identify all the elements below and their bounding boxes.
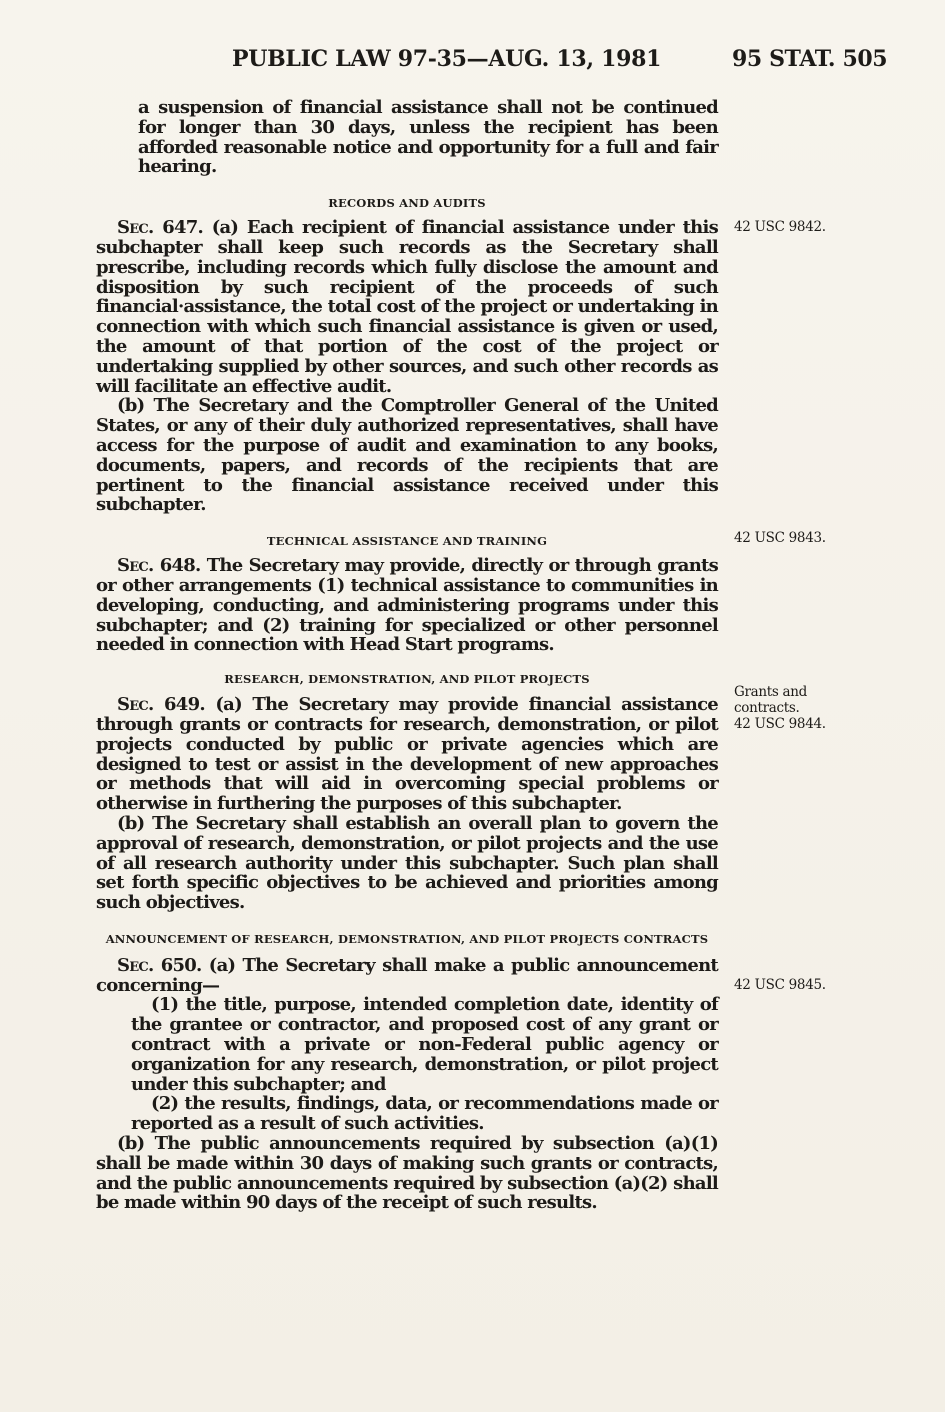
sec-650-item-1: (1) the title, purpose, intended completion date, identity of the grantee or contractor, and proposed cost of any grant or contract with a private or non-Federal public agency or organization for any research, demonstration, or pilot project under this subchapter; and: [131, 994, 718, 1095]
margin-note-42-usc-9843: 42 USC 9843.: [734, 530, 826, 546]
page-header-stat-ref: 95 STAT. 505: [732, 46, 888, 72]
sec-649-label: Sec. 649.: [117, 694, 205, 716]
sec-647-label: Sec. 647.: [117, 217, 204, 239]
sec-650-item-2: (2) the results, findings, data, or recommendations made or reported as a result of such activities.: [131, 1093, 718, 1135]
sec-648-label: Sec. 648.: [117, 555, 201, 577]
section-heading-announcement: ANNOUNCEMENT OF RESEARCH, DEMONSTRATION, AND PILOT PROJECTS CONTRACTS: [105, 931, 709, 946]
margin-note-42-usc-9844: 42 USC 9844.: [734, 716, 826, 732]
sec-649-paragraph-a: Sec. 649. (a) The Secretary may provide financial assistance through grants or contracts for research, demonstration, or pilot projects conducted by public or private agencies which are designed to test or assist in the development of new approaches or methods that will aid in overcoming special problems or otherwise in furthering the purposes of this subchapter.: [96, 694, 718, 815]
section-heading-records-audits: RECORDS AND AUDITS: [328, 196, 486, 211]
section-heading-technical-assistance: TECHNICAL ASSISTANCE AND TRAINING: [266, 534, 548, 549]
sec-649-paragraph-b: (b) The Secretary shall establish an overall plan to govern the approval of research, demonstration, or pilot projects and the use of all research authority under this subchapter. Such plan shall set forth specific objectives to be achieved and priorities among such objectives.: [96, 812, 718, 914]
sec-648-paragraph: Sec. 648. The Secretary may provide, directly or through grants or other arrangements (1) technical assistance to communities in developing, conducting, and administering programs under this subchapter; and (2) training for specialized or other personnel needed in connection with Head Start programs.: [96, 555, 718, 656]
document-body: [96, 98, 718, 1213]
margin-note-grants-contracts-line1: Grants and: [734, 684, 808, 700]
section-heading-research-demonstration: RESEARCH, DEMONSTRATION, AND PILOT PROJECTS: [224, 672, 590, 687]
margin-note-42-usc-9845: 42 USC 9845.: [734, 977, 826, 993]
sec-650-label: Sec. 650.: [117, 954, 202, 976]
margin-note-grants-contracts-line2: contracts.: [734, 700, 800, 716]
sec-647-paragraph-a: Sec. 647. (a) Each recipient of financial assistance under this subchapter shall keep such records as the Secretary shall prescribe, including records which fully disclose the amount and disposition by such recipient of the proceeds of such financial·assistance, the total cost of the project or undertaking in connection with which such financial assistance is given or used, the amount of that portion of the cost of the project or undertaking supplied by other sources, and such other records as will facilitate an effective audit.: [96, 217, 718, 397]
sec-650-paragraph-b: (b) The public announcements required by subsection (a)(1) shall be made within 30 days of making such grants or contracts, and the public announcements required by subsection (a)(2) shall be made within 90 days of the receipt of such results.: [96, 1133, 718, 1214]
intro-paragraph: a suspension of financial assistance shall not be continued for longer than 30 days, unless the recipient has been afforded reasonable notice and opportunity for a full and fair hearing.: [138, 97, 718, 178]
sec-647-paragraph-b: (b) The Secretary and the Comptroller General of the United States, or any of their duly authorized representatives, shall have access for the purpose of audit and examination to any books, documents, papers, and records of the recipients that are pertinent to the financial assistance received under this subchapter.: [96, 395, 718, 516]
sec-650-paragraph-a: Sec. 650. (a) The Secretary shall make a public announcement concerning—: [96, 954, 718, 996]
margin-note-42-usc-9842: 42 USC 9842.: [734, 219, 826, 235]
page-header-title: PUBLIC LAW 97-35—AUG. 13, 1981: [232, 46, 662, 72]
